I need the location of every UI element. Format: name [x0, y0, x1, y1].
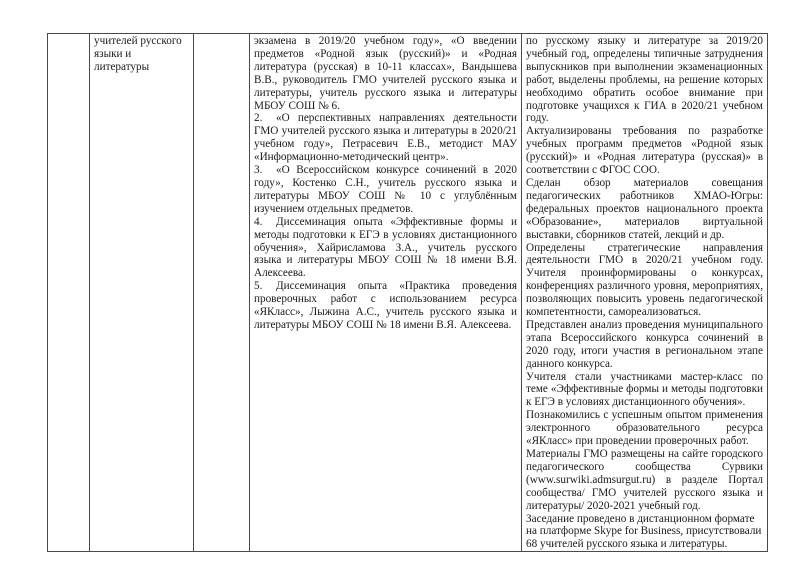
table-row [48, 34, 768, 552]
cell-number [48, 34, 90, 552]
agenda-item-number: 2. [254, 112, 263, 125]
agenda-item-text: «О перспективных направлениях деятельности ГМО учителей русского языка и литературы в 2020/21 учебном году», Петрасевич Е.В., методист МАУ «Информационно-методический центр». [254, 112, 517, 164]
agenda-item [254, 164, 517, 216]
result-paragraph: Определены стратегические направления деятельности ГМО в 2020/21 учебном году. Учителя проинформированы о конкурсах, конференциях различного уровня, мероприятиях, позволяющих повысить уровень педагогической компетентности, самореализоваться. [526, 241, 763, 319]
participants-text: учителей русского языки и литературы [94, 35, 182, 73]
result-paragraph: Заседание проведено в дистанционном формате на платформе Skype for Business, присутствовали 68 учителей русского языка и литературы. [526, 512, 762, 551]
agenda-item [254, 280, 517, 332]
agenda-item [254, 112, 517, 164]
result-paragraph: Представлен анализ проведения муниципального этапа Всероссийского конкурса сочинений в 2020 году, итоги участия в региональном этапе данного конкурса. [526, 318, 763, 370]
result-paragraph: Учителя стали участниками мастер-класс по теме «Эффективные формы и методы подготовки к ЕГЭ в условиях дистанционного обучения». [526, 370, 763, 409]
cell-empty [194, 34, 250, 552]
cell-agenda [250, 34, 522, 552]
agenda-item-text: «О Всероссийском конкурсе сочинений в 2020 году», Костенко С.Н., учитель русского языка и литературы МБОУ СОШ № 10 с углублённым изучением отдельных предметов. [254, 164, 517, 215]
agenda-item [254, 216, 517, 281]
agenda-item-number: 5. [254, 280, 263, 293]
agenda-item-text: Диссеминация опыта «Практика проведения проверочных работ с использованием ресурса «ЯКласс», Лыжина А.С., учитель русского языка и литературы МБОУ СОШ № 18 имени В.Я. Алексеева. [254, 280, 517, 331]
result-paragraph: Познакомились с успешным опытом применения электронного образовательного ресурса «ЯКласс» при проведении проверочных работ. [526, 409, 763, 448]
agenda-item-number: 4. [254, 215, 263, 228]
report-table [47, 33, 768, 552]
agenda-item-number: 3. [254, 164, 263, 177]
result-paragraph: по русскому языку и литературе за 2019/20 учебный год, определены типичные затруднения выпускников при выполнении экзаменационных работ, выделены проблемы, на решение которых необходимо обратить особое внимание при подготовке учащихся к ГИА в 2020/21 учебном году. [526, 35, 763, 125]
result-paragraph: Сделан обзор материалов совещания педагогических работников ХМАО-Югры: федеральных проектов национального проекта «Образование», материалов виртуальной выставки, сборников статей, лекций и др. [526, 176, 763, 241]
agenda-item-text: Диссеминация опыта «Эффективные формы и методы подготовки к ЕГЭ в условиях дистанционного обучения», Хайрисламова З.А., учитель русского языка и литературы МБОУ СОШ № 18 имени В.Я. Алексеева. [254, 215, 517, 280]
result-paragraph: Материалы ГМО размещены на сайте городского педагогического сообщества Сурвики (www.surwiki.admsurgut.ru) в разделе Портал сообщества/ ГМО учителей русского языка и литературы/ 2020-2021 учебный год. [526, 448, 763, 512]
result-paragraph: Актуализированы требования по разработке учебных программ предметов «Родной язык (русский)» и «Родная литература (русская)» в соответствии с ФГОС СОО. [526, 125, 763, 177]
cell-results [522, 34, 768, 552]
agenda-intro: экзамена в 2019/20 учебном году», «О введении предметов «Родной язык (русский)» и «Родная литература (русская) в 10-11 классах», Вандышева В.В., руководитель ГМО учителей русского языка и литературы, учитель русского языка и литературы МБОУ СОШ № 6. [254, 35, 517, 112]
cell-participants [90, 34, 194, 552]
